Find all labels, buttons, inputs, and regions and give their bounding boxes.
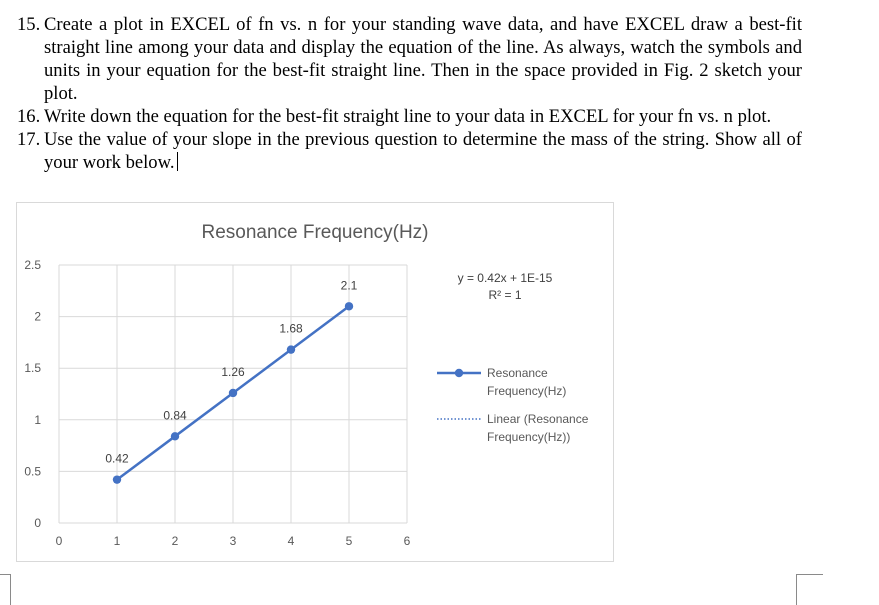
legend-label-series: Frequency(Hz) <box>487 384 567 398</box>
trendline-equation: y = 0.42x + 1E-15 <box>457 271 553 285</box>
chart-frame[interactable] <box>16 202 614 562</box>
x-axis-tick-labels <box>56 534 411 548</box>
y-tick-label: 0 <box>34 516 41 530</box>
data-label: 2.1 <box>340 278 358 293</box>
question-17 <box>17 128 802 174</box>
data-labels <box>105 278 357 465</box>
legend-series-marker-swatch <box>455 369 463 377</box>
x-tick-label: 3 <box>229 534 237 548</box>
y-tick-label: 1 <box>34 412 41 427</box>
x-tick-label: 1 <box>113 534 121 548</box>
data-label: 0.42 <box>105 451 129 466</box>
data-label: 1.26 <box>221 364 245 379</box>
x-tick-label: 0 <box>55 534 63 548</box>
question-text[interactable]: Create a plot in EXCEL of fn vs. n for your standing wave data, and have EXCEL draw a best-fit straight line among your data and display the equation of the line. As always, watch the symbols and units in your equation for the best-fit straight line. Then in the space provided in Fig. 2 sketch your plot. <box>44 14 802 104</box>
y-tick-label: 2 <box>34 309 41 324</box>
chart-title: Resonance Frequency(Hz) <box>201 222 429 243</box>
x-tick-label: 2 <box>171 534 179 548</box>
question-text[interactable]: Write down the equation for the best-fit straight line to your data in EXCEL for your fn vs. n plot. <box>44 106 772 127</box>
chart-legend <box>437 366 589 444</box>
y-tick-label: 1.5 <box>24 361 41 376</box>
text-cursor <box>177 152 178 171</box>
x-tick-label: 5 <box>345 534 353 548</box>
data-point-marker <box>229 389 237 397</box>
data-label: 0.84 <box>163 408 187 423</box>
question-number: 17. <box>17 129 41 150</box>
y-tick-label: 0.5 <box>24 464 41 479</box>
question-list <box>17 13 802 174</box>
legend-label-trendline: Linear (Resonance <box>487 412 589 426</box>
data-point-marker <box>345 302 353 310</box>
page-corner-mark-left <box>0 574 11 605</box>
resonance-chart[interactable] <box>17 203 613 561</box>
trendline-r-squared: R² = 1 <box>488 288 522 302</box>
data-point-marker <box>113 475 121 483</box>
question-16 <box>17 105 802 128</box>
data-label: 1.68 <box>279 321 303 336</box>
legend-label-trendline: Frequency(Hz)) <box>487 430 571 444</box>
question-text[interactable]: Use the value of your slope in the previous question to determine the mass of the string. Show all of your work below. <box>44 129 802 173</box>
x-tick-label: 4 <box>287 534 295 548</box>
x-tick-label: 6 <box>403 534 411 548</box>
y-axis-tick-labels <box>24 258 41 530</box>
question-number: 16. <box>17 106 41 127</box>
page-corner-mark-right <box>796 574 823 605</box>
data-point-marker <box>171 432 179 440</box>
y-tick-label: 2.5 <box>24 258 41 272</box>
question-number: 15. <box>17 14 41 35</box>
data-point-marker <box>287 345 295 353</box>
legend-label-series: Resonance <box>487 366 548 380</box>
question-15 <box>17 13 802 105</box>
